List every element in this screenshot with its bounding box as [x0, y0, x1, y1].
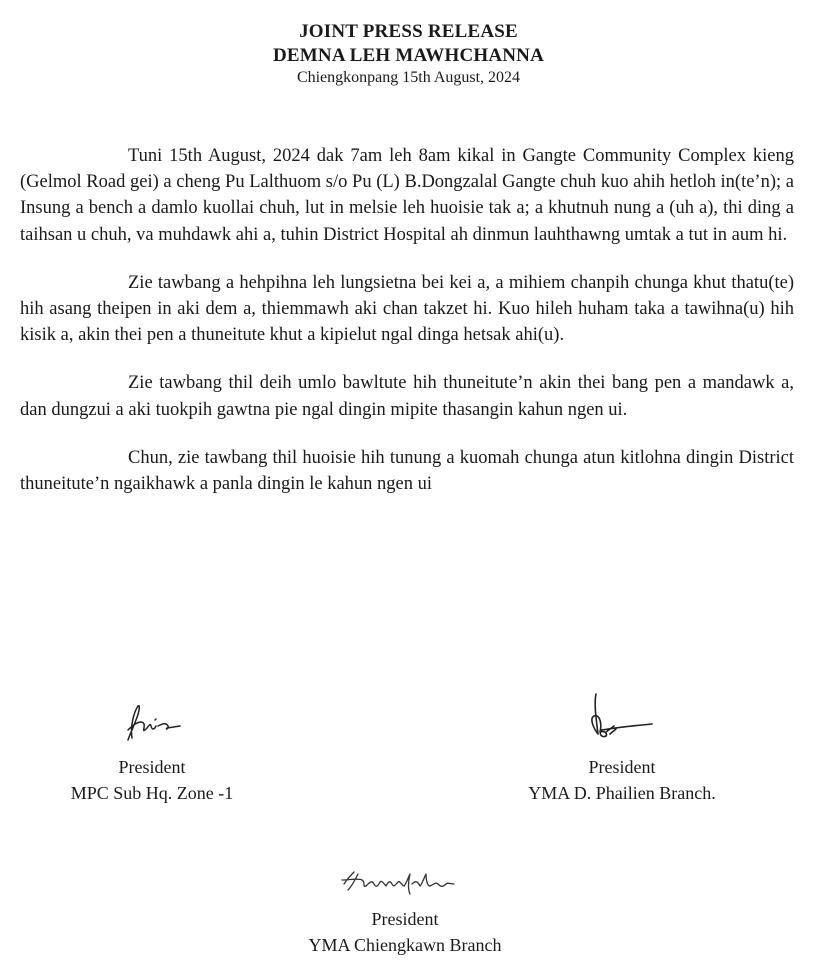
paragraph-3: Zie tawbang thil deih umlo bawltute hih thuneitute’n akin thei bang pen a mandawk a, dan dungzui a aki tuokpih gawtna pie ngal dingin mipite thasangin kahun ngen ui.	[20, 373, 794, 420]
signature-bottom-image	[338, 864, 468, 900]
signatory-left	[52, 754, 252, 806]
signatory-left-title: President	[118, 757, 186, 777]
signature-right-image	[580, 690, 660, 742]
document-header	[0, 20, 817, 88]
signatory-left-org: MPC Sub Hq. Zone -1	[70, 783, 234, 803]
signatory-bottom-title: President	[371, 909, 439, 929]
document-title-line2: DEMNA LEH MAWHCHANNA	[272, 45, 545, 66]
signature-left-image	[118, 700, 188, 746]
signatory-right	[492, 754, 752, 806]
signatory-right-org: YMA D. Phailien Branch.	[528, 783, 716, 803]
paragraph-4: Chun, zie tawbang thil huoisie hih tunung a kuomah chunga atun kitlohna dingin District thuneitute’n ngaikhawk a panla dingin le kahun ngen ui	[20, 447, 794, 495]
signatory-right-title: President	[588, 757, 656, 777]
signatory-bottom	[280, 906, 530, 958]
paragraph-2: Zie tawbang a hehpihna leh lungsietna bei kei a, a mihiem chanpih chunga khut thatu(te) hih asang theipen in aki dem a, thiemmawh aki chan takzet hi. Kuo hileh huham taka a tawihna(u) hih kisik a, akin thei pen a thuneitute khut a kipielut ngal dinga hetsak ahi(u).	[20, 272, 794, 346]
dateline: Chiengkonpang 15th August, 2024	[296, 69, 521, 86]
signatory-bottom-org: YMA Chiengkawn Branch	[308, 935, 502, 955]
document-title-line1: JOINT PRESS RELEASE	[299, 21, 518, 42]
paragraph-1: Tuni 15th August, 2024 dak 7am leh 8am kikal in Gangte Community Complex kieng (Gelmol Road gei) a cheng Pu Lalthuom s/o Pu (L) B.Dongzalal Gangte chuh kuo ahih hetloh in(te’n); a Insung a bench a damlo kuollai chuh, lut in melsie leh huoisie tak a; a khutnuh nung a (uh a), thi ding a taihsan u chuh, va muhdawk ahi a, tuhin District Hospital ah dinmun lauhthawng umtak a tut in aum hi.	[20, 146, 794, 245]
press-release-body	[20, 143, 794, 519]
